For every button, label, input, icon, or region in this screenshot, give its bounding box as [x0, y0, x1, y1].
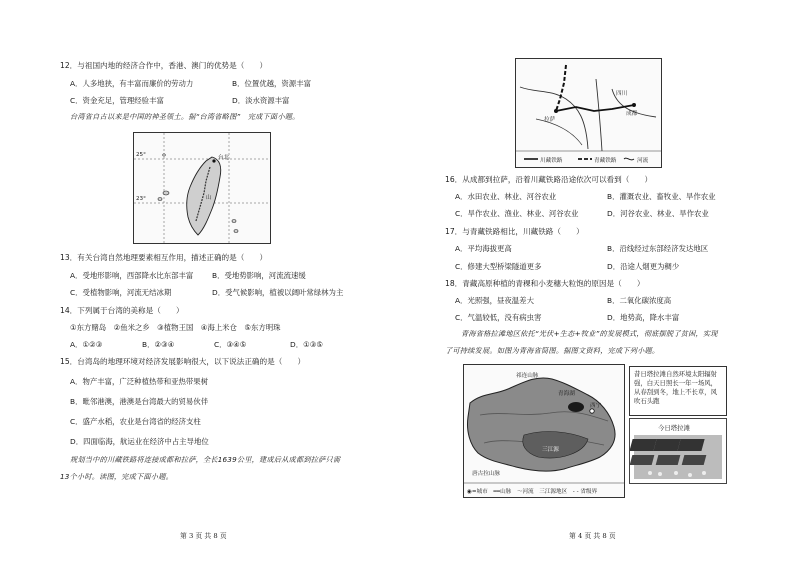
- qinghai-map-legend: ◉=城市 ━━山脉 ～河流 三江源地区 - - 省级界: [467, 489, 598, 495]
- question-15-option-a: A．物产丰富，广泛种植热带和亚热带果树: [70, 377, 209, 386]
- rail-map-legend-sichuan-tibet: 川藏铁路: [540, 158, 563, 164]
- railway-intro-line1: 规划当中的川藏铁路将连接成都和拉萨，全长1639公里，建成后从成都到拉萨只需: [70, 455, 341, 464]
- qinghai-map-label-qilian: 祁连山脉: [516, 373, 539, 379]
- tala-tan-photo-caption: 今日塔拉滩: [658, 424, 690, 432]
- question-13-option-d: D．受气候影响，植被以阔叶常绿林为主: [212, 288, 344, 297]
- question-17-stem: 17．与青藏铁路相比，川藏铁路（ ）: [445, 227, 584, 236]
- question-14-option-a: A．①②③: [70, 340, 103, 349]
- question-13-stem: 13．有关台湾自然地理要素相互作用，描述正确的是（ ）: [60, 253, 268, 262]
- question-17-option-d: D．沿途人烟更为稠少: [607, 262, 680, 271]
- rail-map-legend-river: 河流: [637, 158, 649, 164]
- question-15-option-b: B．毗邻港澳，港澳是台湾最大的贸易伙伴: [70, 397, 209, 406]
- taiwan-map-label-lat-23: 23°: [136, 196, 146, 202]
- rail-map-label-chengdu: 成都: [626, 111, 638, 117]
- rail-map-legend-qinghai-tibet: 青藏铁路: [594, 158, 617, 164]
- question-15-stem: 15．台湾岛的地理环境对经济发展影响很大，以下说法正确的是（ ）: [60, 357, 306, 366]
- question-12-stem: 12．与祖国内地的经济合作中，香港、澳门的优势是（ ）: [60, 61, 268, 70]
- question-17-option-a: A．平均海拔更高: [455, 244, 512, 253]
- question-13-option-c: C．受植物影响，河流无结冰期: [70, 288, 172, 297]
- taiwan-map-label-mountain: 山: [206, 195, 212, 201]
- qinghai-map: [463, 364, 625, 498]
- qinghai-map-label-tanggula: 唐古拉山脉: [472, 471, 500, 477]
- right-page-footer: 第 4 页 共 8 页: [569, 532, 616, 540]
- question-16-option-d: D．河谷农业、林业、旱作农业: [607, 209, 709, 218]
- left-page-footer: 第 3 页 共 8 页: [180, 532, 227, 540]
- question-17-option-b: B．沿线经过东部经济发达地区: [607, 244, 709, 253]
- qinghai-intro-line2: 了可持续发展。如图为青海省简图。据图文资料，完成下列小题。: [445, 346, 660, 355]
- sichuan-tibet-railway-map: [515, 58, 662, 168]
- rail-map-label-sichuan: 四川: [616, 91, 628, 97]
- question-16-option-a: A．水田农业、林业、河谷农业: [455, 192, 557, 201]
- question-12-option-a: A．人多地狭，有丰富而廉价的劳动力: [70, 79, 194, 88]
- question-16-stem: 16．从成都到拉萨，沿着川藏铁路沿途依次可以看到（ ）: [445, 175, 653, 184]
- taiwan-map: [133, 132, 271, 244]
- rail-map-label-lhasa: 拉萨: [544, 117, 556, 123]
- question-18-option-c: C．气温较低，没有病虫害: [455, 313, 542, 322]
- qinghai-map-label-sanjiangyuan: 三江源: [542, 447, 559, 453]
- question-18-option-b: B．二氧化碳浓度高: [607, 296, 672, 305]
- question-15-option-d: D．四面临海，航运业在经济中占主导地位: [70, 437, 209, 446]
- question-14-option-d: D．①③⑤: [290, 340, 323, 349]
- railway-intro-line2: 13个小时。读图，完成下面小题。: [60, 472, 173, 481]
- question-13-option-a: A．受地形影响，西部降水比东部丰富: [70, 271, 194, 280]
- qinghai-map-label-qinghai-lake: 青海湖: [558, 391, 575, 397]
- question-18-option-d: D．地势高，降水丰富: [607, 313, 680, 322]
- question-16-option-b: B．灌溉农业、畜牧业、旱作农业: [607, 192, 716, 201]
- qinghai-map-label-xining: 西宁: [590, 403, 602, 409]
- question-15-option-c: C．盛产水稻，农业是台湾省的经济支柱: [70, 417, 201, 426]
- question-14-items: ①东方赌岛 ②鱼米之乡 ③植物王国 ④海上米仓 ⑤东方明珠: [70, 323, 281, 332]
- question-18-stem: 18．青藏高原种植的青稞和小麦穗大粒饱的原因是（ ）: [445, 279, 645, 288]
- qinghai-intro-line1: 青海省格拉滩地区依托“光伏+生态+牧业”的发展模式，彻底摆脱了贫困，实现: [461, 329, 718, 338]
- question-12-option-b: B．位置优越，资源丰富: [232, 79, 311, 88]
- question-12-option-d: D．淡水资源丰富: [232, 96, 290, 105]
- taiwan-map-label-lat-25: 25°: [136, 152, 146, 158]
- question-14-option-b: B．②③④: [142, 340, 175, 349]
- taiwan-map-label-taibei: 台北: [218, 155, 230, 161]
- question-18-option-a: A．光照强，昼夜温差大: [455, 296, 534, 305]
- question-12-option-c: C．资金充足，管理经验丰富: [70, 96, 164, 105]
- question-14-option-c: C．③④⑤: [214, 340, 247, 349]
- question-13-option-b: B．受地势影响，河流流速缓: [212, 271, 306, 280]
- tala-tan-photo: [629, 418, 727, 484]
- question-17-option-c: C．修建大型桥梁隧道更多: [455, 262, 542, 271]
- tala-tan-description-box: 昔日塔拉滩自然环境太阳辐射强，白天日照长一年一场风，从春刮到冬，地上不长草，风吹石头跑: [629, 366, 727, 416]
- question-14-stem: 14．下列属于台湾的美称是（ ）: [60, 306, 184, 315]
- taiwan-intro: 台湾省自古以来是中国的神圣领土。据“台湾省略图” 完成下面小题。: [70, 112, 300, 121]
- right-page: [397, 0, 794, 561]
- question-16-option-c: C．旱作农业、渔业、林业、河谷农业: [455, 209, 579, 218]
